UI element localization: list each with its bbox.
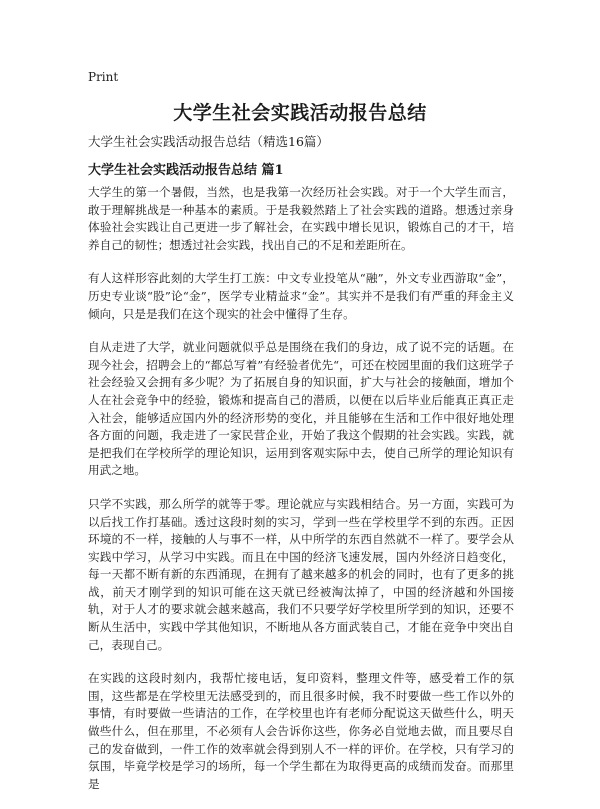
document-title: 大学生社会实践活动报告总结	[173, 102, 427, 124]
print-link[interactable]: Print	[88, 70, 119, 84]
paragraph: 在实践的这段时刻内，我帮忙接电话，复印资料，整理文件等，感受着工作的氛围，这些都是在学校里无法感受到的，而且很多时候，我不时要做一些工作以外的事情，有时要做一些请洁的工作，在学校里也许有老师分配说这天做些什么，明天做些什么，但在那里，不必须有人会告诉你这些，你务必自觉地去做，而且要尽自己的发奋做到，一件工作的效率就会得到别人不一样的评价。在学校，只有学习的氛围，毕竟学校是学习的场所，每一个学生都在为取得更高的成绩而发奋。而那里是	[88, 671, 514, 791]
paragraph: 有人这样形容此刻的大学生打工族：中文专业投笔从“融”，外文专业西游取“金”，历史专业谈“股”论“金”，医学专业精益求“金”。其实并不是我们有严重的拜金主义倾向，只是是我们在这个现实的社会中懂得了生存。	[88, 271, 514, 321]
article-body	[88, 184, 514, 809]
document-subtitle: 大学生社会实践活动报告总结（精选16篇）	[88, 134, 329, 149]
paragraph: 只学不实践，那么所学的就等于零。理论就应与实践相结合。另一方面，实践可为以后找工作打基础。透过这段时刻的实习，学到一些在学校里学不到的东西。正因环境的不一样，接触的人与事不一样，从中所学的东西自然就不一样了。要学会从实践中学习，从学习中实践。而且在中国的经济飞速发展，国内外经济日趋变化，每一天都不断有新的东西涌现，在拥有了越来越多的机会的同时，也有了更多的挑战，前天才刚学到的知识可能在这天就已经被淘汰掉了，中国的经济越和外国接轨，对于人才的要求就会越来越高，我们不只要学好学校里所学到的知识，还要不断从生活中，实践中学其他知识，不断地从各方面武装自己，才能在竞争中突出自己，表现自己。	[88, 496, 514, 652]
paragraph: 大学生的第一个暑假，当然，也是我第一次经历社会实践。对于一个大学生而言，敢于理解挑战是一种基本的素质。于是我毅然踏上了社会实践的道路。想透过亲身体验社会实践让自己更进一步了解社会，在实践中增长见识，锻炼自己的才干，培养自己的韧性；想透过社会实践，找出自己的不足和差距所在。	[88, 185, 514, 252]
section-heading: 大学生社会实践活动报告总结 篇1	[88, 163, 284, 178]
paragraph: 自从走进了大学，就业问题就似乎总是围绕在我们的身边，成了说不完的话题。在现今社会，招聘会上的“都总写着”有经验者优先“，可还在校园里面的我们这班学子社会经验又会拥有多少呢？为了拓展自身的知识面，扩大与社会的接触面，增加个人在社会竞争中的经验，锻炼和提高自己的潜质，以便在以后毕业后能真正真正走入社会，能够适应国内外的经济形势的变化，并且能够在生活和工作中很好地处理各方面的问题，我走进了一家民营企业，开始了我这个假期的社会实践。实践，就是把我们在学校所学的理论知识，运用到客观实际中去，使自己所学的理论知识有用武之地。	[88, 340, 514, 478]
